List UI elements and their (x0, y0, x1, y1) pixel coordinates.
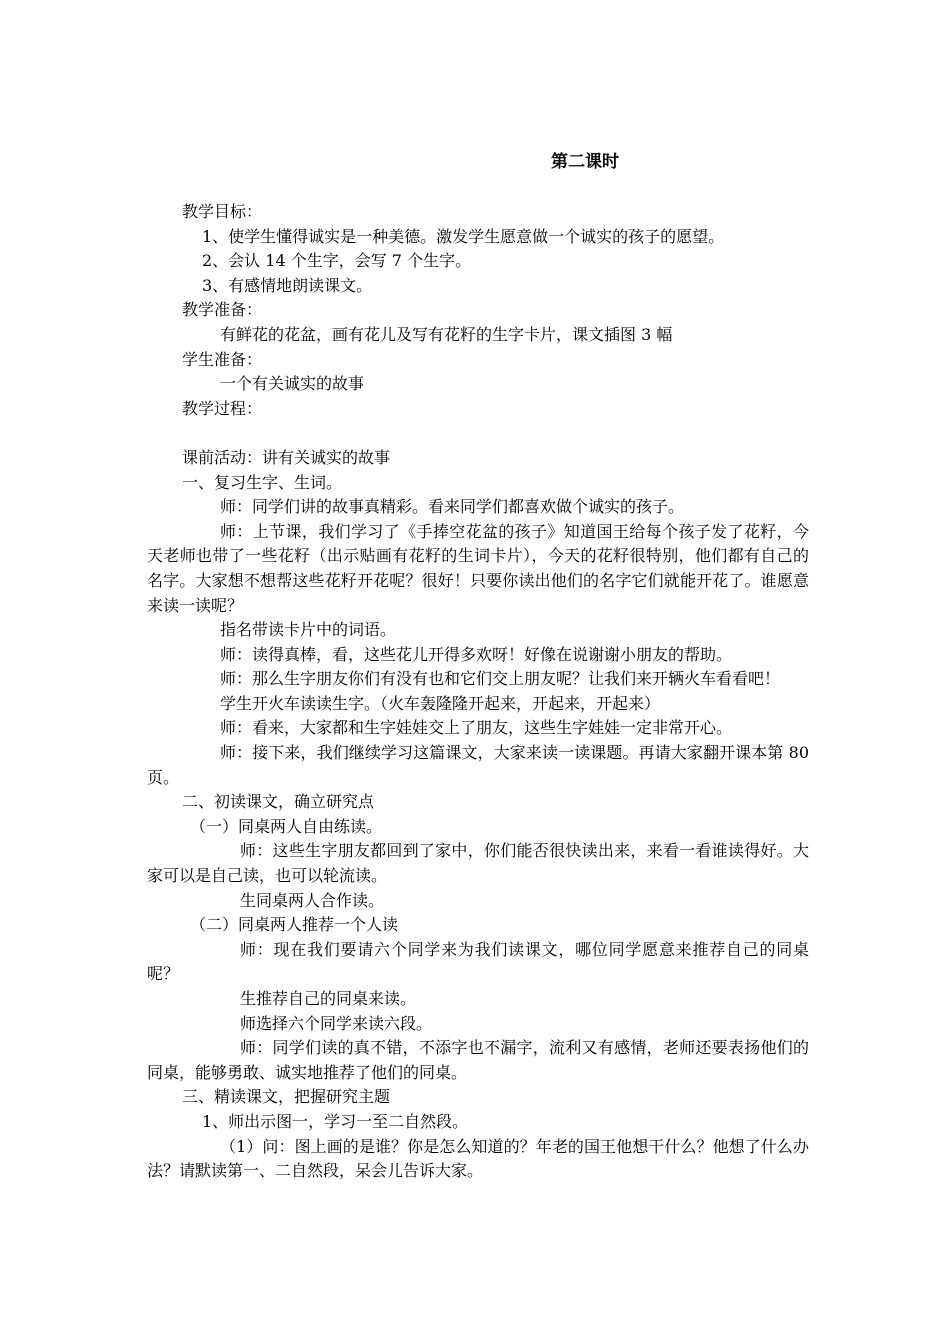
pre-class-activity: 课前活动：讲有关诚实的故事 (182, 447, 391, 467)
paragraph: 师：同学们讲的故事真精彩。看来同学们都喜欢做个诚实的孩子。 (220, 497, 685, 517)
paragraph: 师：同学们读的真不错，不添字也不漏字，流利又有感情，老师还要表扬他们的同桌，能够勇敢、诚实地推荐了他们的同桌。 (147, 1038, 809, 1082)
heading-student-prep: 学生准备： (182, 349, 263, 369)
paragraph: 师：上节课，我们学习了《手捧空花盆的孩子》知道国王给每个孩子发了花籽，今天老师也带了一些花籽（出示贴画有花籽的生词卡片），今天的花籽很特别，他们都有自己的名字。大家想不想帮这些花籽开花呢？很好！只要你读出他们的名字它们就能开花了。谁愿意来读一读呢？ (147, 521, 809, 615)
paragraph: 师：读得真棒，看，这些花儿开得多欢呀！好像在说谢谢小朋友的帮助。 (220, 644, 733, 664)
goal-item-1: 1、使学生懂得诚实是一种美德。激发学生愿意做一个诚实的孩子的愿望。 (202, 226, 725, 246)
student-prep-text: 一个有关诚实的故事 (220, 374, 365, 394)
paragraph: 师选择六个同学来读六段。 (240, 1013, 433, 1033)
step-heading: 1、师出示图一，学习一至二自然段。 (202, 1111, 469, 1131)
paragraph: 师：现在我们要请六个同学来为我们读课文，哪位同学愿意来推荐自己的同桌呢？ (147, 939, 809, 984)
heading-teaching-goals: 教学目标： (182, 202, 263, 221)
section-heading-2: 二、初读课文，确立研究点 (182, 792, 375, 812)
paragraph: 师：这些生字朋友都回到了家中，你们能否很快读出来，来看一看谁读得好。大家可以是自己读，也可以轮流读。 (147, 841, 809, 886)
page-title: 第二课时 (551, 152, 619, 172)
goal-item-2: 2、会认 14 个生字，会写 7 个生字。 (202, 251, 472, 271)
heading-teaching-process: 教学过程： (182, 398, 263, 418)
paragraph: 指名带读卡片中的词语。 (220, 620, 397, 640)
paragraph: 生同桌两人合作读。 (240, 890, 385, 910)
paragraph: 师：那么生字朋友你们有没有也和它们交上朋友呢？让我们来开辆火车看看吧！ (220, 669, 781, 689)
blank-line (147, 421, 809, 446)
paragraph: 师：接下来，我们继续学习这篇课文，大家来读一读课题。再请大家翻开课本第 80 页。 (147, 743, 809, 787)
section-heading-3: 三、精读课文，把握研究主题 (182, 1087, 391, 1107)
heading-teaching-prep: 教学准备： (182, 300, 263, 320)
goal-item-3: 3、有感情地朗读课文。 (202, 275, 373, 295)
paragraph: （1）问：图上画的是谁？你是怎么知道的？年老的国王他想干什么？他想了什么办法？请默读第一、二自然段，呆会儿告诉大家。 (147, 1136, 809, 1181)
document-body (147, 200, 809, 1184)
teaching-prep-text: 有鲜花的花盆，画有花儿及写有花籽的生字卡片，课文插图 3 幅 (220, 324, 673, 344)
paragraph: 生推荐自己的同桌来读。 (240, 989, 417, 1008)
subsection-heading: （一）同桌两人自由练读。 (190, 816, 383, 836)
section-heading-1: 一、复习生字、生词。 (182, 472, 343, 492)
subsection-heading: （二）同桌两人推荐一个人读 (190, 915, 399, 935)
paragraph: 师：看来，大家都和生字娃娃交上了朋友，这些生字娃娃一定非常开心。 (220, 718, 733, 738)
paragraph: 学生开火车读读生字。（火车轰隆隆开起来，开起来，开起来） (220, 693, 661, 713)
